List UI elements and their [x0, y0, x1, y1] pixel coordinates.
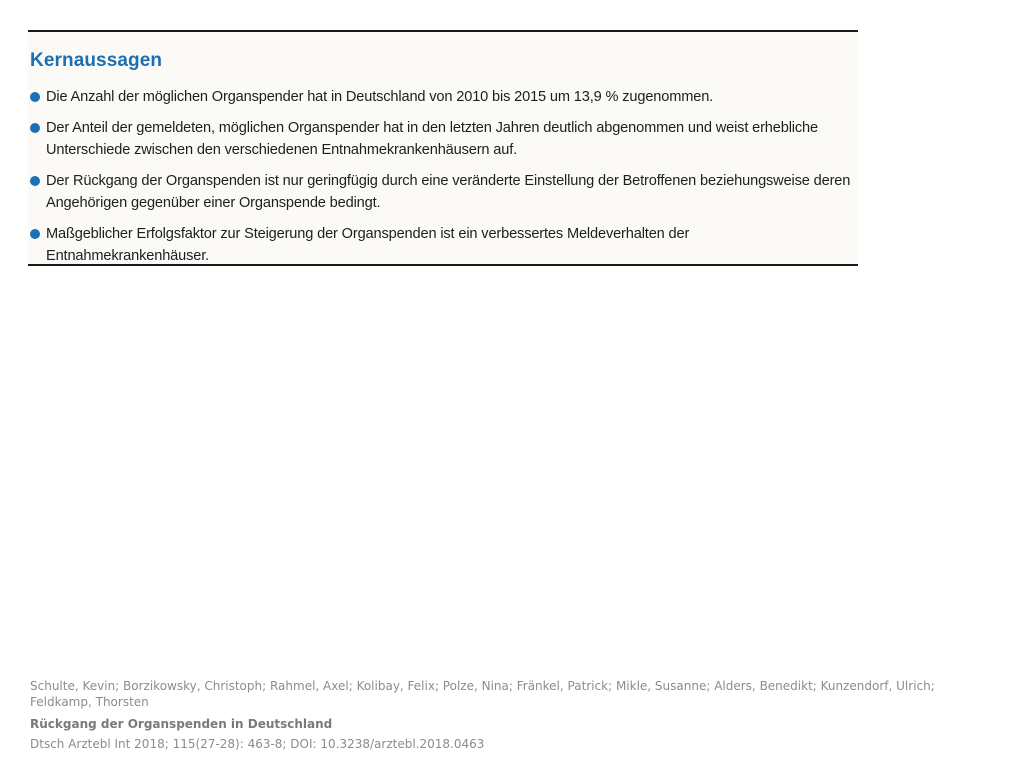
key-point-2-text: Der Anteil der gemeldeten, möglichen Organspender hat in den letzten Jahren deutlich abgenommen und weist erhebliche Unterschiede zwischen den verschiedenen Entnahmekrankenhäusern auf.: [46, 120, 818, 158]
bullet-icon: [30, 229, 40, 239]
bullet-icon: [30, 123, 40, 133]
key-point-3-text: Der Rückgang der Organspenden ist nur geringfügig durch eine veränderte Einstellung der Betroffenen beziehungsweise deren Angehörigen gegenüber einer Organspende bedingt.: [46, 173, 851, 211]
key-point-4-text: Maßgeblicher Erfolgsfaktor zur Steigerung der Organspenden ist ein verbessertes Meldeverhalten der Entnahmekrankenhäuser.: [46, 226, 690, 264]
bullet-icon: [30, 92, 40, 102]
citation-authors: Schulte, Kevin; Borzikowsky, Christoph; Rahmel, Axel; Kolibay, Felix; Polze, Nina; Fränkel, Patrick; Mikle, Susanne; Alders, Benedikt; Kunzendorf, Ulrich; Feldkamp, Thorsten: [30, 679, 935, 709]
key-points-heading: Kernaussagen: [30, 50, 163, 71]
key-point-1: [30, 86, 856, 108]
citation-journal: Dtsch Arztebl Int 2018; 115(27-28): 463-8; DOI: 10.3238/arztebl.2018.0463: [30, 737, 485, 751]
key-point-2: [30, 117, 856, 161]
key-points-list: [30, 86, 856, 276]
citation-title: Rückgang der Organspenden in Deutschland: [30, 717, 333, 731]
top-divider: [28, 30, 858, 32]
bullet-icon: [30, 176, 40, 186]
key-point-1-text: Die Anzahl der möglichen Organspender hat in Deutschland von 2010 bis 2015 um 13,9 % zugenommen.: [46, 89, 714, 105]
citation: [30, 678, 990, 752]
key-point-3: [30, 170, 856, 214]
key-point-4: [30, 223, 856, 267]
